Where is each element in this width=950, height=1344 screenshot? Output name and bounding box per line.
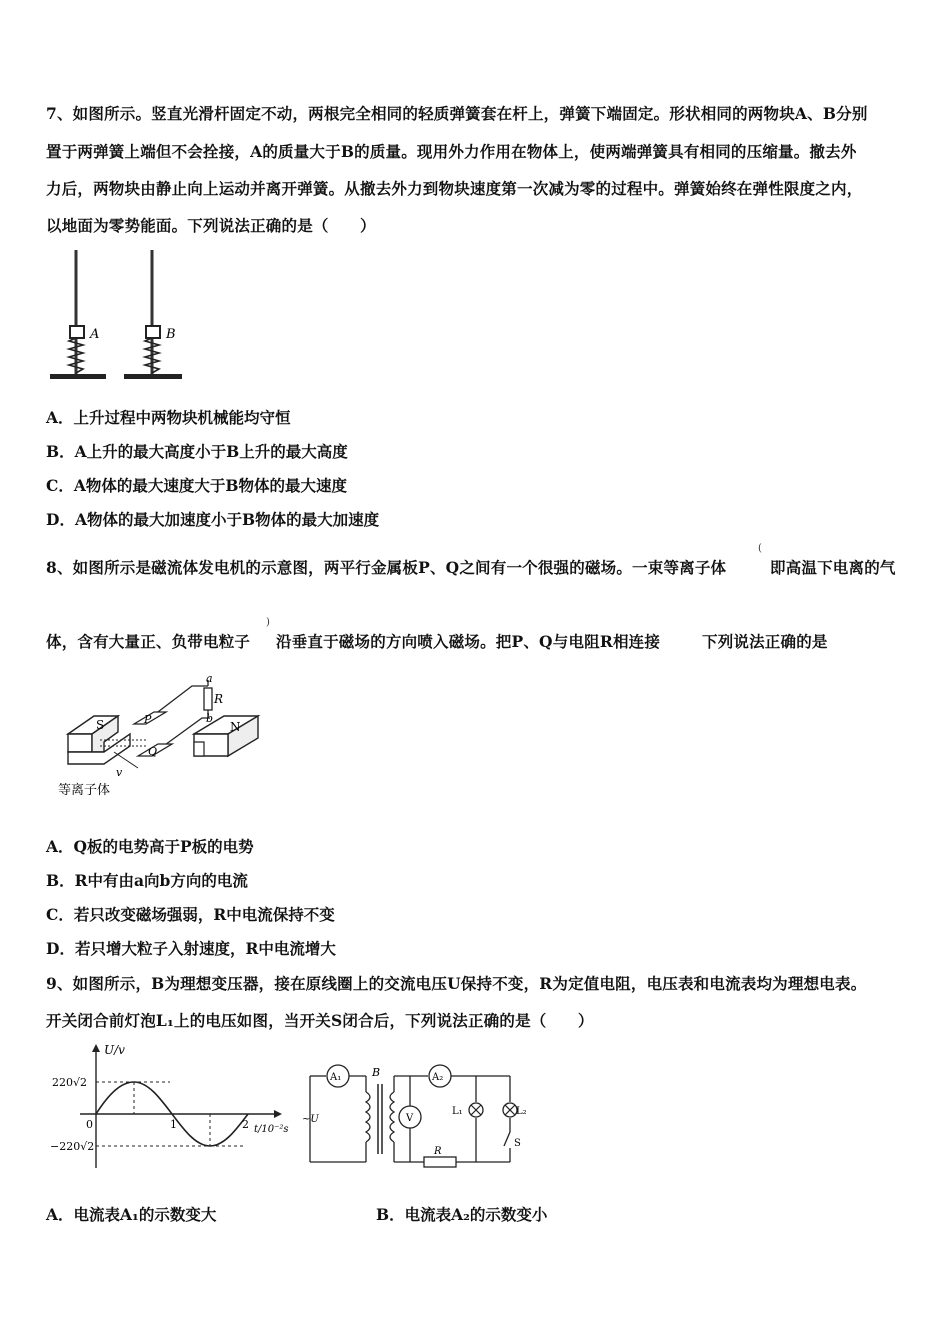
q7-label-b: B [166, 327, 176, 342]
q8-caption: 等离子体 [58, 783, 111, 798]
q7-stem-line-1: 7、如图所示。竖直光滑杆固定不动，两根完全相同的轻质弹簧套在杆上，弹簧下端固定。形状相同的两物块A、B分别 [46, 104, 868, 123]
q7-option-b[interactable]: B．A上升的最大高度小于B上升的最大高度 [46, 442, 348, 461]
q8-paren-close: ) [266, 617, 270, 628]
q8-label-n: N [230, 720, 241, 734]
q8-option-b[interactable]: B．R中有由a向b方向的电流 [46, 871, 248, 890]
q9-circuit-a1: A₁ [330, 1072, 342, 1083]
q9-stem-line-1: 9、如图所示，B为理想变压器，接在原线圈上的交流电压U保持不变，R为定值电阻，电压表和电流表均为理想电表。 [46, 974, 867, 993]
q8-stem-line-1-tail: 即高温下电离的气 [770, 558, 896, 577]
q8-paren-open: ( [758, 543, 762, 554]
q9-graph-y-max: 220√2 [52, 1076, 88, 1089]
q7-option-a[interactable]: A．上升过程中两物块机械能均守恒 [46, 408, 291, 427]
q9-circuit-u: ~U [302, 1114, 319, 1125]
q8-label-a: a [206, 672, 213, 685]
q8-option-a[interactable]: A．Q板的电势高于P板的电势 [46, 837, 254, 856]
q9-graph-y-label: U/v [104, 1043, 125, 1057]
q9-circuit-diagram [300, 1062, 532, 1172]
q8-label-p: P [144, 713, 152, 726]
q9-graph-x-label: t/10⁻²s [254, 1124, 289, 1135]
q9-circuit-s: S [514, 1138, 521, 1149]
q7-stem-line-3: 力后，两物块由静止向上运动并离开弹簧。从撤去外力到物块速度第一次减为零的过程中。弹簧始终在弹性限度之内， [46, 179, 863, 198]
q7-option-d[interactable]: D．A物体的最大加速度小于B物体的最大加速度 [46, 510, 380, 529]
q9-circuit-v: V [406, 1113, 414, 1124]
q9-stem-line-2: 开关闭合前灯泡L₁上的电压如图，当开关S闭合后，下列说法正确的是（ ） [46, 1011, 594, 1030]
q8-option-d[interactable]: D．若只增大粒子入射速度，R中电流增大 [46, 939, 336, 958]
q9-graph-x2: 2 [242, 1118, 249, 1131]
q8-stem-line-2-tail: 下列说法正确的是 [702, 632, 828, 651]
q9-circuit-l2: L₂ [516, 1106, 527, 1117]
q9-circuit-r: R [434, 1146, 442, 1157]
q7-option-c[interactable]: C．A物体的最大速度大于B物体的最大速度 [46, 476, 347, 495]
q8-label-r: R [214, 692, 224, 706]
q9-graph-y-min: −220√2 [50, 1140, 95, 1153]
q8-mhd-figure [54, 672, 274, 800]
q8-label-q: Q [148, 745, 158, 758]
q9-graph-x1: 1 [170, 1118, 177, 1131]
q8-option-c[interactable]: C．若只改变磁场强弱，R中电流保持不变 [46, 905, 335, 924]
q9-graph-origin: 0 [86, 1118, 93, 1131]
q9-circuit-a2: A₂ [432, 1072, 444, 1083]
q7-stem-line-4: 以地面为零势能面。下列说法正确的是（ ） [46, 216, 376, 235]
q7-spring-figure [46, 246, 196, 388]
q9-voltage-graph [50, 1042, 290, 1172]
q7-stem-line-2: 置于两弹簧上端但不会拴接，A的质量大于B的质量。现用外力作用在物体上，使两端弹簧具有相同的压缩量。撤去外 [46, 142, 857, 161]
q8-stem-line-2-mid: 沿垂直于磁场的方向喷入磁场。把P、Q与电阻R相连接 [276, 632, 661, 651]
q9-circuit-l1: L₁ [452, 1106, 463, 1117]
q8-stem-line-2: 体，含有大量正、负带电粒子 [46, 632, 251, 651]
q8-stem-line-1: 8、如图所示是磁流体发电机的示意图，两平行金属板P、Q之间有一个很强的磁场。一束等离子体 [46, 558, 727, 577]
q9-circuit-b: B [372, 1066, 381, 1079]
q7-label-a: A [90, 327, 100, 342]
q8-label-v: v [116, 766, 123, 779]
q9-option-a[interactable]: A．电流表A₁的示数变大 [46, 1205, 217, 1224]
q9-option-b[interactable]: B．电流表A₂的示数变小 [376, 1205, 548, 1224]
q8-label-b: b [206, 712, 214, 725]
q8-label-s: S [96, 718, 105, 732]
